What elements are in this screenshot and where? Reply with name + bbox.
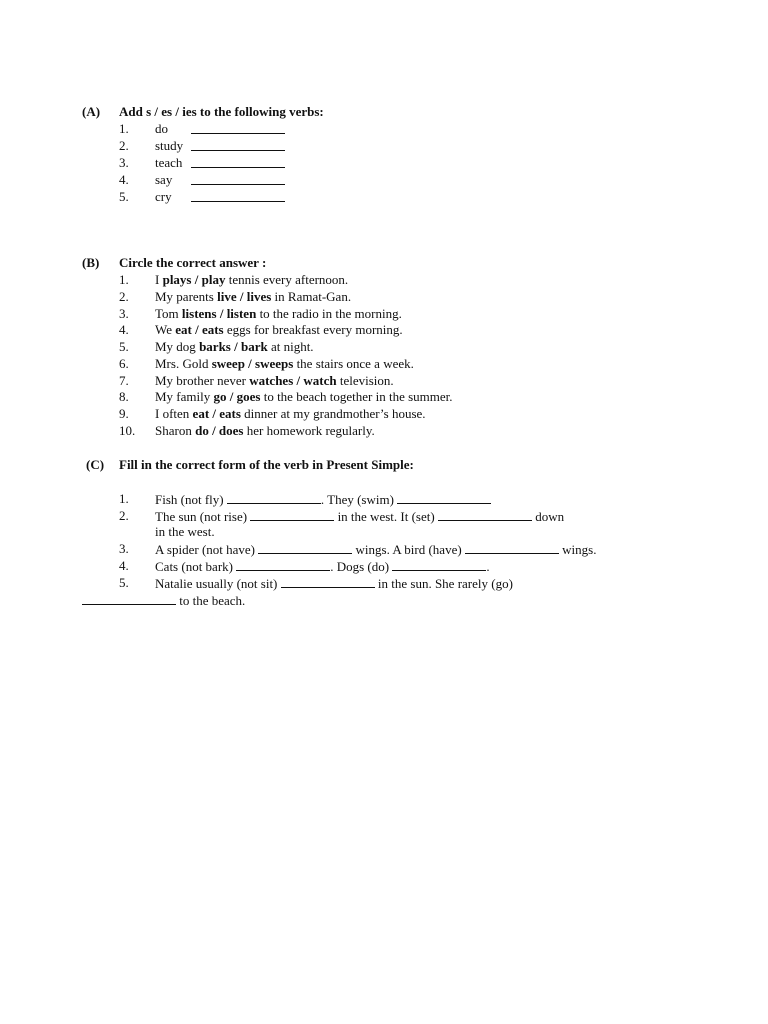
section-c-item-continued bbox=[82, 592, 245, 609]
sentence-end: her homework regularly. bbox=[246, 423, 375, 438]
section-c-item-number: 3. bbox=[119, 541, 129, 556]
sentence-start: My brother never bbox=[155, 373, 246, 388]
section-a-item bbox=[119, 155, 129, 171]
section-a-item bbox=[119, 172, 129, 188]
section-b-item-number: 10. bbox=[119, 423, 136, 438]
answer-blank[interactable] bbox=[250, 508, 334, 521]
section-a-verb bbox=[155, 155, 182, 171]
section-b-item-number: 7. bbox=[119, 373, 129, 388]
answer-blank[interactable] bbox=[227, 491, 321, 504]
prompt-text: in the sun. She rarely (go) bbox=[377, 576, 513, 591]
answer-blank[interactable] bbox=[397, 491, 491, 504]
section-b-item-number: 9. bbox=[119, 406, 129, 421]
sentence-end: to the radio in the morning. bbox=[259, 306, 402, 321]
sentence-start: We bbox=[155, 322, 172, 337]
section-c-item-number: 4. bbox=[119, 558, 129, 573]
section-c-item bbox=[155, 491, 491, 508]
answer-choice[interactable]: listens / listen bbox=[181, 306, 257, 321]
answer-blank[interactable] bbox=[191, 189, 285, 202]
continuation-text: to the beach. bbox=[179, 593, 246, 608]
item-number: 5. bbox=[119, 189, 129, 204]
item-number: 3. bbox=[119, 155, 129, 170]
section-c-item-number: 1. bbox=[119, 491, 129, 506]
prompt-text: . They (swim) bbox=[320, 492, 394, 507]
section-a-item bbox=[119, 138, 129, 154]
sentence-start: Sharon bbox=[155, 423, 192, 438]
sentence-start: Tom bbox=[155, 306, 179, 321]
section-a-verb bbox=[155, 189, 172, 205]
section-c-item bbox=[155, 541, 596, 558]
answer-blank[interactable] bbox=[191, 138, 285, 151]
sentence-start: Mrs. Gold bbox=[155, 356, 209, 371]
prompt-text: Natalie usually (not sit) bbox=[155, 576, 278, 591]
section-c-letter: (C) bbox=[86, 457, 105, 472]
sentence-end: to the beach together in the summer. bbox=[263, 389, 453, 404]
prompt-text: . bbox=[486, 559, 490, 574]
section-c-item-number: 2. bbox=[119, 508, 129, 523]
verb-label: study bbox=[155, 138, 184, 153]
section-c-item bbox=[155, 508, 564, 525]
section-b-letter: (B) bbox=[82, 255, 100, 270]
answer-choice[interactable]: sweep / sweeps bbox=[211, 356, 294, 371]
prompt-text: Fish (not fly) bbox=[155, 492, 224, 507]
section-b-item bbox=[155, 272, 348, 288]
section-c-item bbox=[155, 558, 490, 575]
answer-choice[interactable]: do / does bbox=[195, 423, 244, 438]
section-b-item bbox=[155, 322, 403, 338]
verb-label: teach bbox=[155, 155, 183, 170]
section-b-item-number: 8. bbox=[119, 389, 129, 404]
prompt-text: wings. A bird (have) bbox=[355, 542, 462, 557]
answer-blank[interactable] bbox=[392, 558, 486, 571]
section-c-item bbox=[155, 575, 513, 592]
answer-choice[interactable]: go / goes bbox=[213, 389, 261, 404]
section-a-title: Add s / es / ies to the following verbs: bbox=[119, 104, 324, 119]
section-a-letter: (A) bbox=[82, 104, 101, 119]
answer-choice[interactable]: barks / bark bbox=[199, 339, 268, 354]
sentence-start: My parents bbox=[155, 289, 214, 304]
prompt-text: A spider (not have) bbox=[155, 542, 256, 557]
answer-choice[interactable]: eat / eats bbox=[192, 406, 241, 421]
answer-blank[interactable] bbox=[191, 121, 285, 134]
sentence-end: at night. bbox=[270, 339, 314, 354]
prompt-text: . Dogs (do) bbox=[330, 559, 390, 574]
verb-label: cry bbox=[155, 189, 172, 204]
sentence-end: tennis every afternoon. bbox=[228, 272, 349, 287]
section-b-item-number: 4. bbox=[119, 322, 129, 337]
section-b-title: Circle the correct answer : bbox=[119, 255, 267, 270]
answer-blank[interactable] bbox=[281, 575, 375, 588]
answer-blank[interactable] bbox=[191, 172, 285, 185]
sentence-start: I bbox=[155, 272, 160, 287]
section-b-item bbox=[155, 356, 414, 372]
item-number: 4. bbox=[119, 172, 129, 187]
section-b-item bbox=[155, 423, 375, 439]
answer-choice[interactable]: watches / watch bbox=[249, 373, 337, 388]
prompt-text: Cats (not bark) bbox=[155, 559, 233, 574]
section-b-item bbox=[155, 406, 426, 422]
section-b-item-number: 6. bbox=[119, 356, 129, 371]
section-b-item bbox=[155, 289, 351, 305]
prompt-text: The sun (not rise) bbox=[155, 509, 248, 524]
section-a-item bbox=[119, 189, 129, 205]
section-a-verb bbox=[155, 172, 172, 188]
section-b-item bbox=[155, 389, 453, 405]
answer-choice[interactable]: plays / play bbox=[162, 272, 226, 287]
answer-blank[interactable] bbox=[82, 592, 176, 605]
section-c-item-number: 5. bbox=[119, 575, 129, 590]
sentence-end: eggs for breakfast every morning. bbox=[226, 322, 403, 337]
sentence-start: My family bbox=[155, 389, 211, 404]
section-b-item-number: 1. bbox=[119, 272, 129, 287]
section-a-verb bbox=[155, 138, 183, 154]
prompt-text: wings. bbox=[562, 542, 597, 557]
section-a-item bbox=[119, 121, 129, 137]
sentence-end: television. bbox=[339, 373, 394, 388]
sentence-end: the stairs once a week. bbox=[296, 356, 414, 371]
answer-blank[interactable] bbox=[191, 155, 285, 168]
section-b-item-number: 2. bbox=[119, 289, 129, 304]
section-b-item bbox=[155, 339, 314, 355]
answer-choice[interactable]: live / lives bbox=[217, 289, 272, 304]
sentence-start: My dog bbox=[155, 339, 196, 354]
verb-label: do bbox=[155, 121, 168, 136]
sentence-end: dinner at my grandmother’s house. bbox=[244, 406, 426, 421]
section-a-verb bbox=[155, 121, 168, 137]
answer-blank[interactable] bbox=[438, 508, 532, 521]
answer-blank[interactable] bbox=[258, 541, 352, 554]
continuation-text: in the west. bbox=[155, 524, 215, 539]
answer-blank[interactable] bbox=[236, 558, 330, 571]
answer-choice[interactable]: eat / eats bbox=[175, 322, 224, 337]
item-number: 1. bbox=[119, 121, 129, 136]
section-b-item bbox=[155, 306, 402, 322]
sentence-start: I often bbox=[155, 406, 190, 421]
section-c-title: Fill in the correct form of the verb in Present Simple: bbox=[119, 457, 414, 472]
sentence-end: in Ramat-Gan. bbox=[274, 289, 352, 304]
section-b-item-number: 5. bbox=[119, 339, 129, 354]
section-b-item-number: 3. bbox=[119, 306, 129, 321]
verb-label: say bbox=[155, 172, 173, 187]
answer-blank[interactable] bbox=[465, 541, 559, 554]
item-number: 2. bbox=[119, 138, 129, 153]
prompt-text: in the west. It (set) bbox=[337, 509, 435, 524]
prompt-text: down bbox=[535, 509, 565, 524]
section-b-item bbox=[155, 373, 394, 389]
